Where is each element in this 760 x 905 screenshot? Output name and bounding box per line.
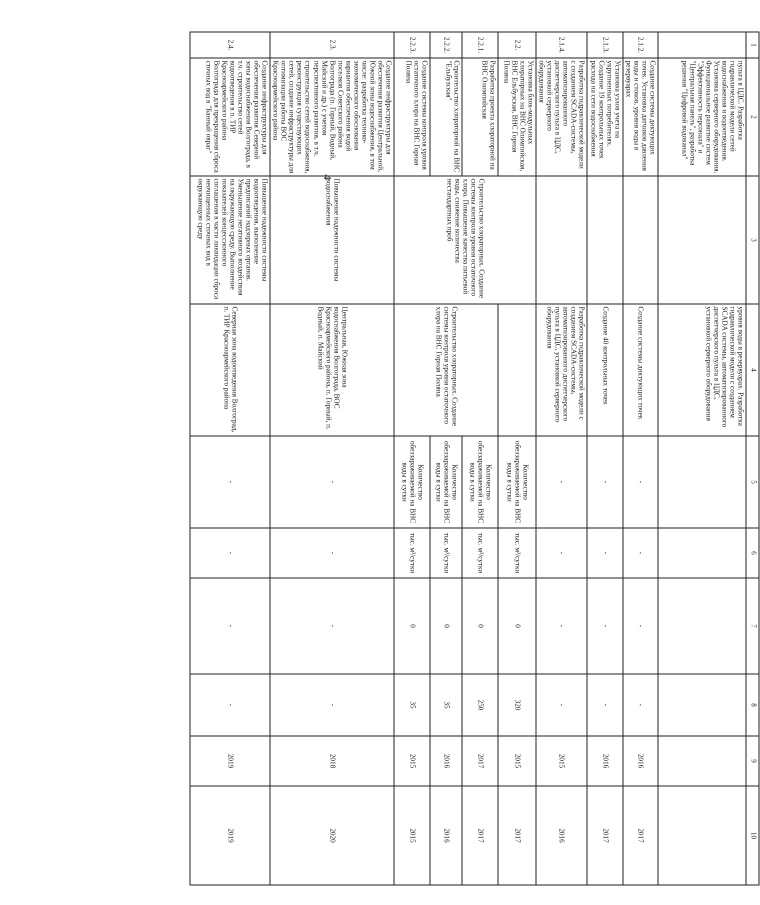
column-number-row [746,32,759,885]
unit-cell: - [270,528,394,578]
column-number: 8 [746,674,759,736]
table-row [536,32,587,885]
column-number: 5 [746,436,759,528]
column-number: 7 [746,578,759,674]
end-year-cell: 2017 [588,786,623,885]
program-measures-table [190,32,760,886]
row-number: 2.1.3. [588,32,623,58]
table-row [394,32,430,885]
start-year-cell: 2018 [270,736,394,786]
start-year-cell [658,736,746,786]
base-value-cell: 0 [430,578,462,674]
unit-cell: - [588,528,623,578]
row-number: 2.1.2. [623,32,658,58]
measure-cell: Строительство хлораторной на ВНС "Ельбузская" [430,58,462,176]
goal-cell: Строительство хлораторных. Создание системы контроля уровня остаточного хлора. Повышение качества питьевой воды, снижение количества нестандартных проб [394,176,536,304]
measure-cell: Создание инфраструктуры для обеспечения развития Центральной, Южной зоны водоснабжения, в том числе: разработка технико-экономического обоснования вариантов обеспечения водой поселков Советского района Волгограда (п. Горный, Водный, Майский и др.) с учетом перспективного развития, в т.ч. строительство сетей водоснабжения, реконструкция существующих сетей, создание инфраструктуры для оптимизации работы ВОС Красноармейского района [270,58,394,176]
base-value-cell: - [623,578,658,674]
table-row [462,32,498,885]
task-cell: Центральная, Южная зона водоснабжения Волгограда, ВОС Красноармейского района, п. Горный, п. Водный, п. Майский [270,304,394,436]
target-value-cell: 35 [430,674,462,736]
indicator-cell: - [588,436,623,528]
unit-cell [658,528,746,578]
indicator-cell: Количество обеззараживаемой на ВНС воды в сутки [498,436,536,528]
end-year-cell: 2017 [498,786,536,885]
row-number: 2.2.1. [462,32,498,58]
indicator-cell: - [536,436,587,528]
column-number: 3 [746,176,759,304]
unit-cell: тыс. м³/сутки [430,528,462,578]
indicator-cell: - [623,436,658,528]
measure-cell: Создание системы контроля уровня остаточного хлора на ВНС Горная Поляна [394,58,430,176]
base-value-cell: 0 [498,578,536,674]
measure-cell: Создание системы диктующих точек. Установка датчиков давления воды и стоков, уровня воды в резервуарах [623,58,658,176]
table-row [430,32,462,885]
indicator-cell [658,436,746,528]
row-number: 2.2. [498,32,536,58]
row-number: 2.2.2. [430,32,462,58]
task-cell: Разработка гидравлической модели с созданием SCADA-системы, автоматизированного диспетчерского пульта в ЦДС, установкой серверного оборудования [536,304,587,436]
base-value-cell [658,578,746,674]
row-number [658,32,746,58]
start-year-cell: 2015 [536,736,587,786]
indicator-cell: - [270,436,394,528]
task-cell: Создание 40 контрольных точек [588,304,623,436]
table-row [623,32,658,885]
measure-cell: Разработка проекта хлораторной на ВНС Олимпийская [462,58,498,176]
base-value-cell: 0 [462,578,498,674]
table-row [270,32,394,885]
target-value-cell: - [270,674,394,736]
target-value-cell: - [536,674,587,736]
target-value-cell: 250 [462,674,498,736]
end-year-cell: 2019 [190,786,270,885]
target-value-cell: - [588,674,623,736]
measure-cell: пульта в ЦДС. Разработка гидравлической модели сетей водоснабжения и водоотведения. Установка серверного оборудования. Функциональное развитие систем "Эффективность персонала" и "Центральная панель", разработка решения "Цифровой водоканал" [658,58,746,176]
table-row [658,32,746,885]
indicator-cell: Количество обеззараживаемой на ВНС воды в сутки [462,436,498,528]
indicator-cell: - [190,436,270,528]
end-year-cell: 2016 [536,786,587,885]
task-cell: Северная зона водоотведения Волгоград, п. ТИР Красноармейского района [190,304,270,436]
goal-cell: Повышение надежности системы водоснабжения [270,176,394,304]
column-number: 9 [746,736,759,786]
end-year-cell: 2016 [430,786,462,885]
column-number: 1 [746,32,759,58]
unit-cell: тыс. м³/сутки [498,528,536,578]
base-value-cell: - [588,578,623,674]
start-year-cell: 2016 [623,736,658,786]
target-value-cell: - [623,674,658,736]
column-number: 6 [746,528,759,578]
end-year-cell: 2017 [462,786,498,885]
target-value-cell: - [190,674,270,736]
column-number: 10 [746,786,759,885]
table-row [498,32,536,885]
end-year-cell: 2015 [394,786,430,885]
target-value-cell: 35 [394,674,430,736]
task-cell: уровня воды в резервуарах. Разработка гидравлической модели с созданием SCADA системы, автоматизированного диспетчерского пульта в ЦДС, установкой серверного оборудования [658,304,746,436]
measure-cell: Разработка гидравлической модели с созданием SCADA-системы, автоматизированного диспетчерского пульта в ЦДС, установкой серверного оборудования [536,58,587,176]
column-number: 2 [746,58,759,176]
base-value-cell: 0 [394,578,430,674]
start-year-cell: 2015 [498,736,536,786]
unit-cell: - [536,528,587,578]
page-number: 4 [321,174,333,180]
base-value-cell: - [536,578,587,674]
end-year-cell: 2020 [270,786,394,885]
rotated-table-container [196,32,760,885]
unit-cell: - [623,528,658,578]
task-cell: Создание системы диктующих точек [623,304,658,436]
goal-cell [588,176,623,304]
measure-cell: Установка блок-модульных хлораторных на ВНС Олимпийская, ВНС Ельбузская, ВНС Горная Поляна [498,58,536,176]
measure-cell: Создание инфраструктуры для обеспечения развития Северной зоны водоснабжения Волгограда, в т.ч. строительство сетей водоотведения в п. ТИР Красноармейского района Волгограда для прекращения сброса сточных вод в "Банный овраг" [190,58,270,176]
row-number: 2.1.4. [536,32,587,58]
end-year-cell [658,786,746,885]
task-cell [498,304,536,436]
indicator-cell: Количество обеззараживаемой на ВНС воды в сутки [394,436,430,528]
end-year-cell: 2017 [623,786,658,885]
unit-cell: тыс. м³/сутки [462,528,498,578]
start-year-cell: 2015 [394,736,430,786]
measure-cell: Установка узлов учета на укрупненных потребителях. Создание 19 контрольных точек расхода на сети водоснабжения [588,58,623,176]
unit-cell: - [190,528,270,578]
target-value-cell: 320 [498,674,536,736]
column-number: 4 [746,304,759,436]
goal-cell [623,176,658,304]
goal-cell [536,176,587,304]
row-number: 2.3. [270,32,394,58]
start-year-cell: 2016 [588,736,623,786]
target-value-cell [658,674,746,736]
table-row [588,32,623,885]
table-row [190,32,270,885]
start-year-cell: 2019 [190,736,270,786]
indicator-cell: Количество обеззараживаемой на ВНС воды в сутки [430,436,462,528]
base-value-cell: - [190,578,270,674]
row-number: 2.2.3. [394,32,430,58]
unit-cell: тыс. м³/сутки [394,528,430,578]
goal-cell [658,176,746,304]
base-value-cell: - [270,578,394,674]
task-cell: Строительство хлораторных. Создание системы контроля уровня остаточного хлора на ВНС Горная Поляна [394,304,498,436]
start-year-cell: 2017 [462,736,498,786]
start-year-cell: 2016 [430,736,462,786]
row-number: 2.4. [190,32,270,58]
goal-cell: Повышение надежности системы водоотведения, выполнение предписаний надзорных органов. Уменьшение негативного воздействия на окружающую среду. Выполнение показателей концессионного соглашения в части ликвидации сброса неочищенных сточных вод в окружающую среду [190,176,270,304]
